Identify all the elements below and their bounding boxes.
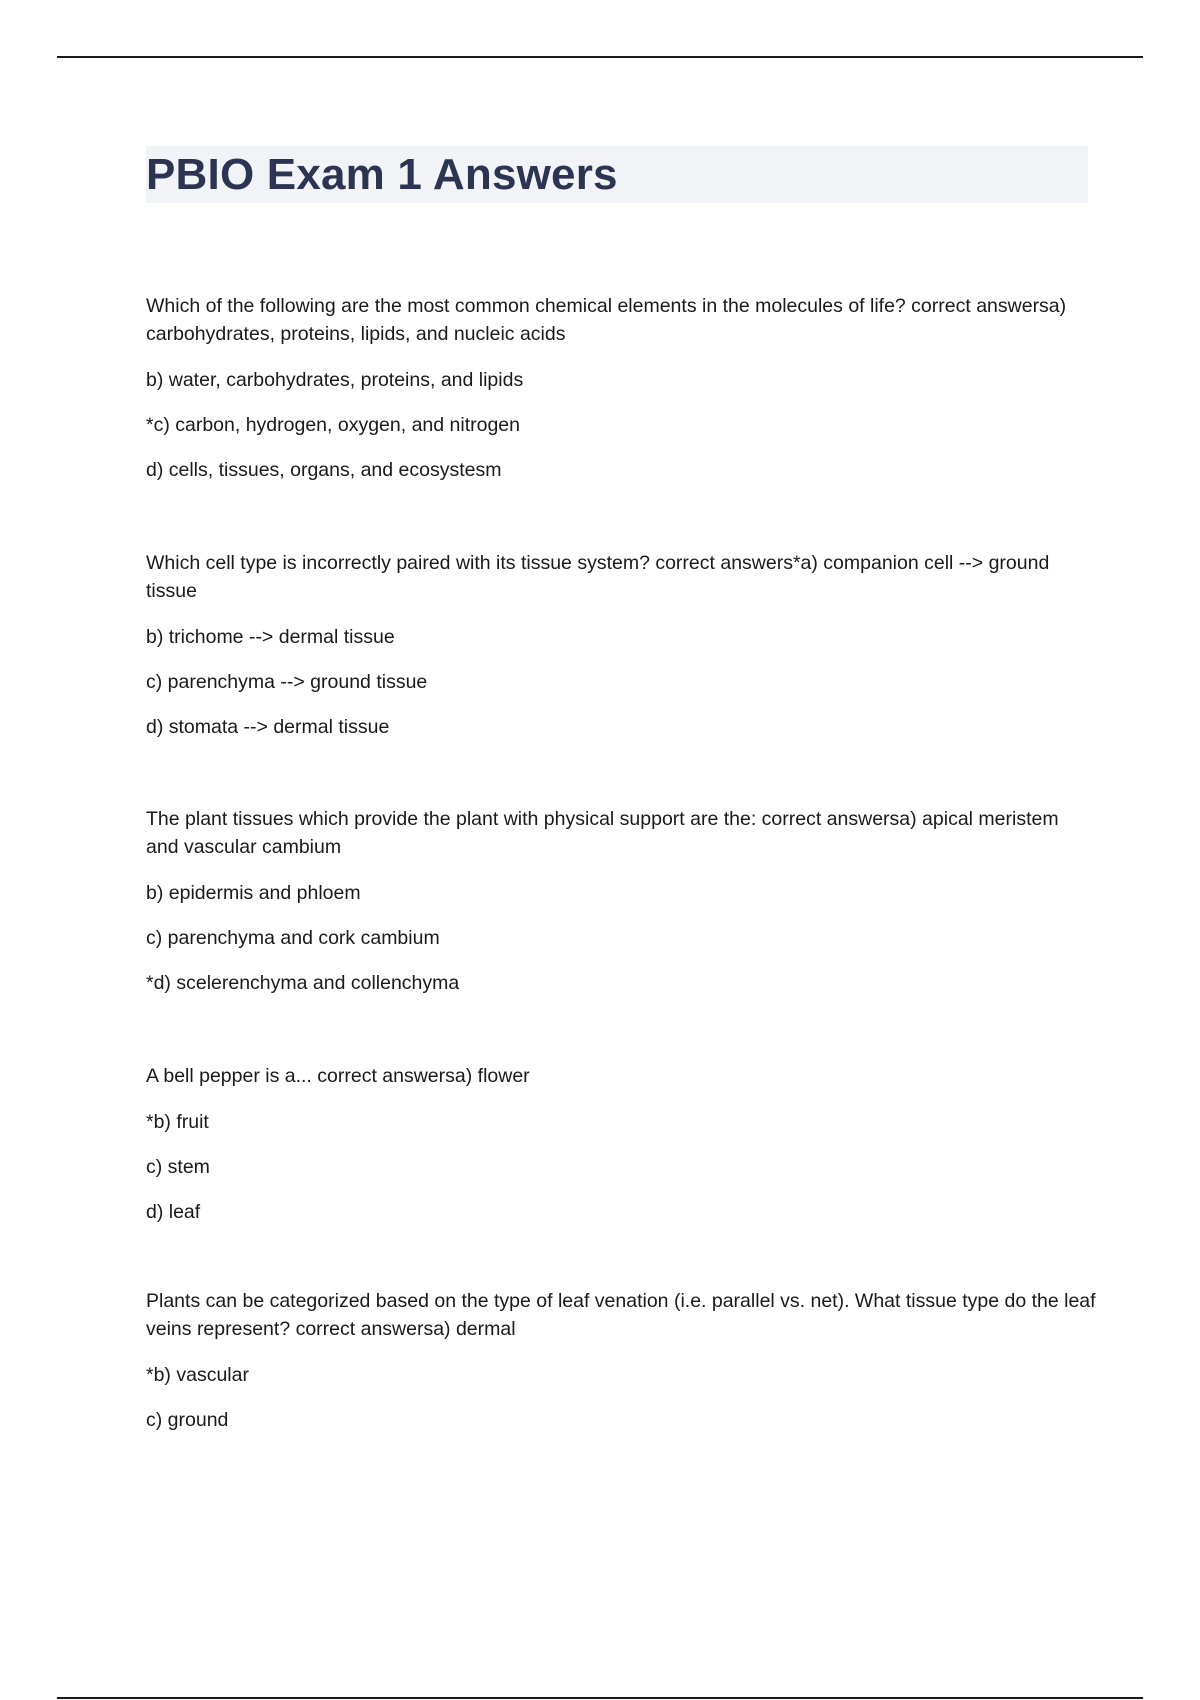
question-block-3 [146, 805, 1096, 1014]
answer-option: *b) fruit [146, 1111, 209, 1133]
question-text: Plants can be categorized based on the type of leaf venation (i.e. parallel vs. net). What tissue type do the leaf veins represent? correct answersa) dermal [146, 1290, 1096, 1340]
question-text: Which of the following are the most common chemical elements in the molecules of life? correct answersa) carbohydrates, proteins, lipids, and nucleic acids [146, 295, 1067, 345]
question-text: The plant tissues which provide the plant with physical support are the: correct answersa) apical meristem and vascular cambium [146, 808, 1059, 858]
question-block-5 [146, 1287, 1096, 1451]
page-title: PBIO Exam 1 Answers [146, 150, 618, 199]
answer-option: d) cells, tissues, organs, and ecosystesm [146, 459, 502, 481]
answer-option: *d) scelerenchyma and collenchyma [146, 972, 460, 994]
question-block-4 [146, 1062, 1096, 1243]
answer-option: c) stem [146, 1156, 210, 1178]
answer-option: b) water, carbohydrates, proteins, and lipids [146, 369, 524, 391]
answer-option: b) epidermis and phloem [146, 882, 361, 904]
question-block-2 [146, 549, 1096, 758]
header-rule [57, 56, 1143, 58]
answer-option: c) parenchyma --> ground tissue [146, 671, 428, 693]
question-block-1 [146, 292, 1096, 501]
question-text: Which cell type is incorrectly paired with its tissue system? correct answers*a) companion cell --> ground tissue [146, 552, 1050, 602]
footer-rule [57, 1697, 1143, 1699]
answer-option: b) trichome --> dermal tissue [146, 626, 395, 648]
answer-option: *c) carbon, hydrogen, oxygen, and nitrogen [146, 414, 520, 436]
answer-option: c) parenchyma and cork cambium [146, 927, 440, 949]
question-text: A bell pepper is a... correct answersa) flower [146, 1065, 530, 1087]
answer-option: *b) vascular [146, 1364, 249, 1386]
answer-option: c) ground [146, 1409, 229, 1431]
answer-option: d) leaf [146, 1201, 201, 1223]
answer-option: d) stomata --> dermal tissue [146, 716, 390, 738]
